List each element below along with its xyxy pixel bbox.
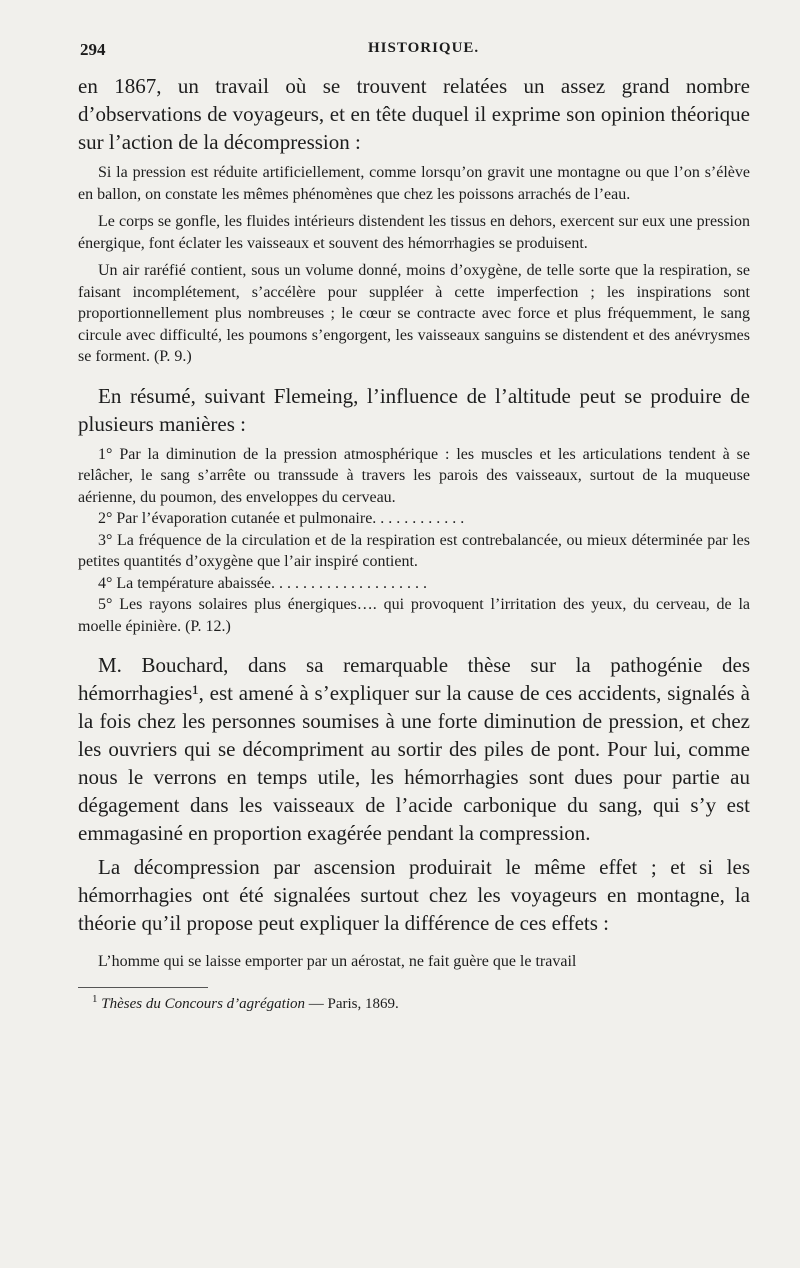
footnote-marker: 1 [92, 992, 98, 1005]
footnote [78, 994, 750, 1014]
page-body [78, 72, 750, 1014]
paragraph-summary: En résumé, suivant Flemeing, l’influence de l’altitude peut se produire de plusieurs manières : [78, 383, 750, 436]
quote-paragraph: L’homme qui se laisse emporter par un aérostat, ne fait guère que le travail [98, 953, 577, 970]
footnote-rest: — Paris, 1869. [305, 995, 399, 1012]
list-item-4: 4° La température abaissée. . . . . . . . . . . . . . . . . . . . [98, 574, 427, 592]
running-head: HISTORIQUE. [368, 40, 480, 56]
paragraph-intro: en 1867, un travail où se trouvent relatées un assez grand nombre d’observations de voyageurs, et en tête duquel il exprime son opinion théorique sur l’action de la décompression : [78, 74, 750, 154]
footnote-title: Thèses du Concours d’agrégation [101, 995, 305, 1012]
footnote-rule [78, 987, 208, 988]
paragraph-decompression: La décompression par ascension produirait le même effet ; et si les hémorrhagies ont été signalées surtout chez les voyageurs en montagne, la théorie qu’il propose peut expliquer la différence de ces effets : [78, 855, 750, 935]
quote-paragraph: Si la pression est réduite artificiellement, comme lorsqu’on gravit une montagne ou que l’on s’élève en ballon, on constate les mêmes phénomènes que chez les poissons arrachés de l’eau. [78, 164, 750, 203]
quote-paragraph: Un air raréfié contient, sous un volume donné, moins d’oxygène, de telle sorte que la respiration, se faisant incomplétement, s’accélère pour suppléer à cette imperfection ; les inspirations sont proportionnellement plus nombreuses ; le cœur se contracte avec force et plus fréquemment, le sang circule avec difficulté, les poumons s’engorgent, les vaisseaux sanguins se distendent et des anévrysmes se forment. (P. 9.) [78, 262, 750, 365]
list-item-1: 1° Par la diminution de la pression atmosphérique : les muscles et les articulations tendent à se relâcher, le sang s’arrête ou transsude à travers les parois des vaisseaux, surtout de la muqueuse aérienne, du poumon, des enveloppes du cerveau. [78, 445, 750, 506]
list-item-2: 2° Par l’évaporation cutanée et pulmonaire. . . . . . . . . . . . [98, 510, 465, 527]
list-item-5: 5° Les rayons solaires plus énergiques…. qui provoquent l’irritation des yeux, du cerveau, de la moelle épinière. (P. 12.) [78, 596, 750, 635]
paragraph-bouchard: M. Bouchard, dans sa remarquable thèse sur la pathogénie des hémorrhagies¹, est amené à s’expliquer sur la cause de ces accidents, signalés à la fois chez les personnes soumises à une forte diminution de pression, et chez les ouvriers qui se décompriment au sortir des piles de pont. Pour lui, comme nous le verrons en temps utile, les hémorrhagies sont dues pour partie au dégagement dans les vaisseaux de l’acide carbonique du sang, qui s’y est emmagasiné en proportion exagérée pendant la compression. [78, 653, 750, 845]
quote-paragraph: Le corps se gonfle, les fluides intérieurs distendent les tissus en dehors, exercent sur eux une pression énergique, font éclater les vaisseaux et souvent des hémorrhagies se produisent. [78, 213, 750, 252]
page-number: 294 [80, 40, 106, 59]
page-header [80, 40, 750, 66]
list-item-3: 3° La fréquence de la circulation et de la respiration est contrebalancée, ou mieux déterminée par les petites quantités d’oxygène que l’air inspiré contient. [78, 531, 750, 570]
